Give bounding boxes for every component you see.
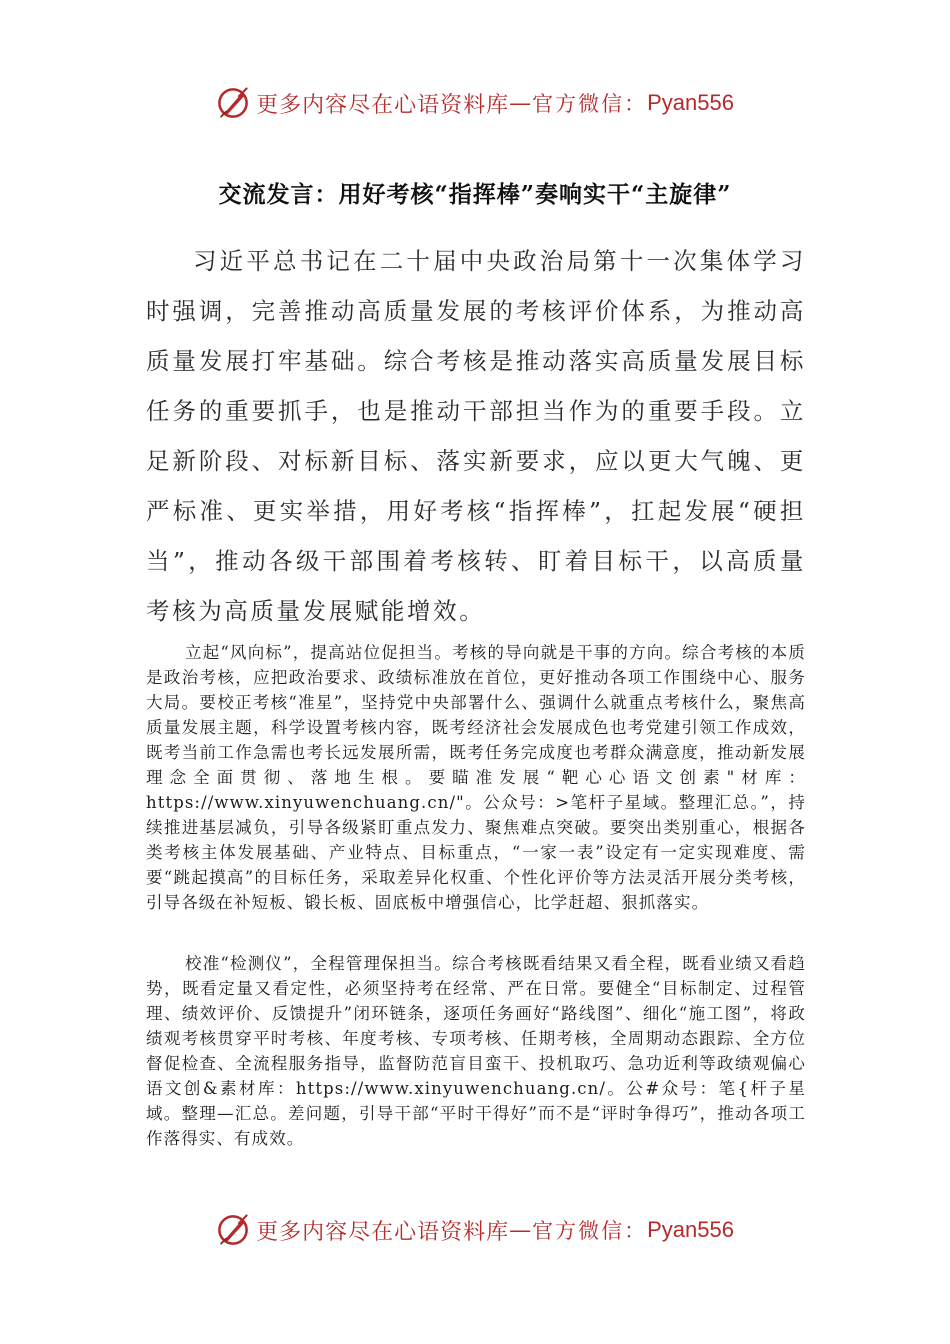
watermark-label: 官方微信： xyxy=(532,92,648,116)
quill-pen-icon xyxy=(216,86,250,120)
watermark-separator: — xyxy=(509,90,533,116)
body-paragraph-1: 立起“风向标”，提高站位促担当。考核的导向就是干事的方向。综合考核的本质是政治考核，应把政治要求、政绩标准放在首位，更好推动各项工作围绕中心、服务大局。要校正考核“准星”，坚持党中央部署什么、强调什么就重点考核什么，聚焦高质量发展主题，科学设置考核内容，既考经济社会发展成色也考党建引领工作成效，既考当前工作急需也考长远发展所需，既考任务完成度也考群众满意度，推动新发展理念全面贯彻、落地生根。要瞄准发展“靶心心语文创素"材库：https://www.xinyuwenchuang.cn/"。公众号：>笔杆子星域。整理汇总。”，持续推进基层减负，引导各级紧盯重点发力、聚焦难点突破。要突出类别重心，根据各类考核主体发展基础、产业特点、目标重点，“一家一表”设定有一定实现难度、需要“跳起摸高”的目标任务，采取差异化权重、个性化评价等方法灵活开展分类考核，引导各级在补短板、锻长板、固底板中增强信心，比学赶超、狠抓落实。 xyxy=(146,643,806,912)
footer-watermark xyxy=(0,1210,950,1250)
watermark-wechat-id: Pyan556 xyxy=(647,1217,734,1242)
article-title: 交流发言：用好考核“指挥棒”奏响实干“主旋律” xyxy=(218,181,732,208)
watermark-label: 官方微信： xyxy=(532,1219,648,1243)
watermark-wechat-id: Pyan556 xyxy=(647,90,734,115)
header-watermark xyxy=(0,83,950,123)
quill-pen-icon xyxy=(216,1213,250,1247)
watermark-text: 更多内容尽在心语资料库 xyxy=(256,92,510,118)
watermark-text: 更多内容尽在心语资料库 xyxy=(256,1219,510,1245)
lead-paragraph: 习近平总书记在二十届中央政治局第十一次集体学习时强调，完善推动高质量发展的考核评价体系，为推动高质量发展打牢基础。综合考核是推动落实高质量发展目标任务的重要抓手，也是推动干部担当作为的重要手段。立足新阶段、对标新目标、落实新要求，应以更大气魄、更严标准、更实举措，用好考核“指挥棒”，扛起发展“硬担当”，推动各级干部围着考核转、盯着目标干，以高质量考核为高质量发展赋能增效。 xyxy=(146,247,806,625)
body-paragraph-2: 校准“检测仪”，全程管理保担当。综合考核既看结果又看全程，既看业绩又看趋势，既看定量又看定性，必须坚持考在经常、严在日常。要健全“目标制定、过程管理、绩效评价、反馈提升”闭环链条，逐项任务画好“路线图”、细化“施工图”，将政绩观考核贯穿平时考核、年度考核、专项考核、任期考核，全周期动态跟踪、全方位督促检查、全流程服务指导，监督防范盲目蛮干、投机取巧、急功近利等政绩观偏心语文创&素材库：https://www.xinyuwenchuang.cn/。公#众号：笔{杆子星域。整理—汇总。差问题，引导干部“平时干得好”而不是“评时争得巧”，推动各项工作落得实、有成效。 xyxy=(146,954,806,1148)
watermark-separator: — xyxy=(509,1217,533,1243)
